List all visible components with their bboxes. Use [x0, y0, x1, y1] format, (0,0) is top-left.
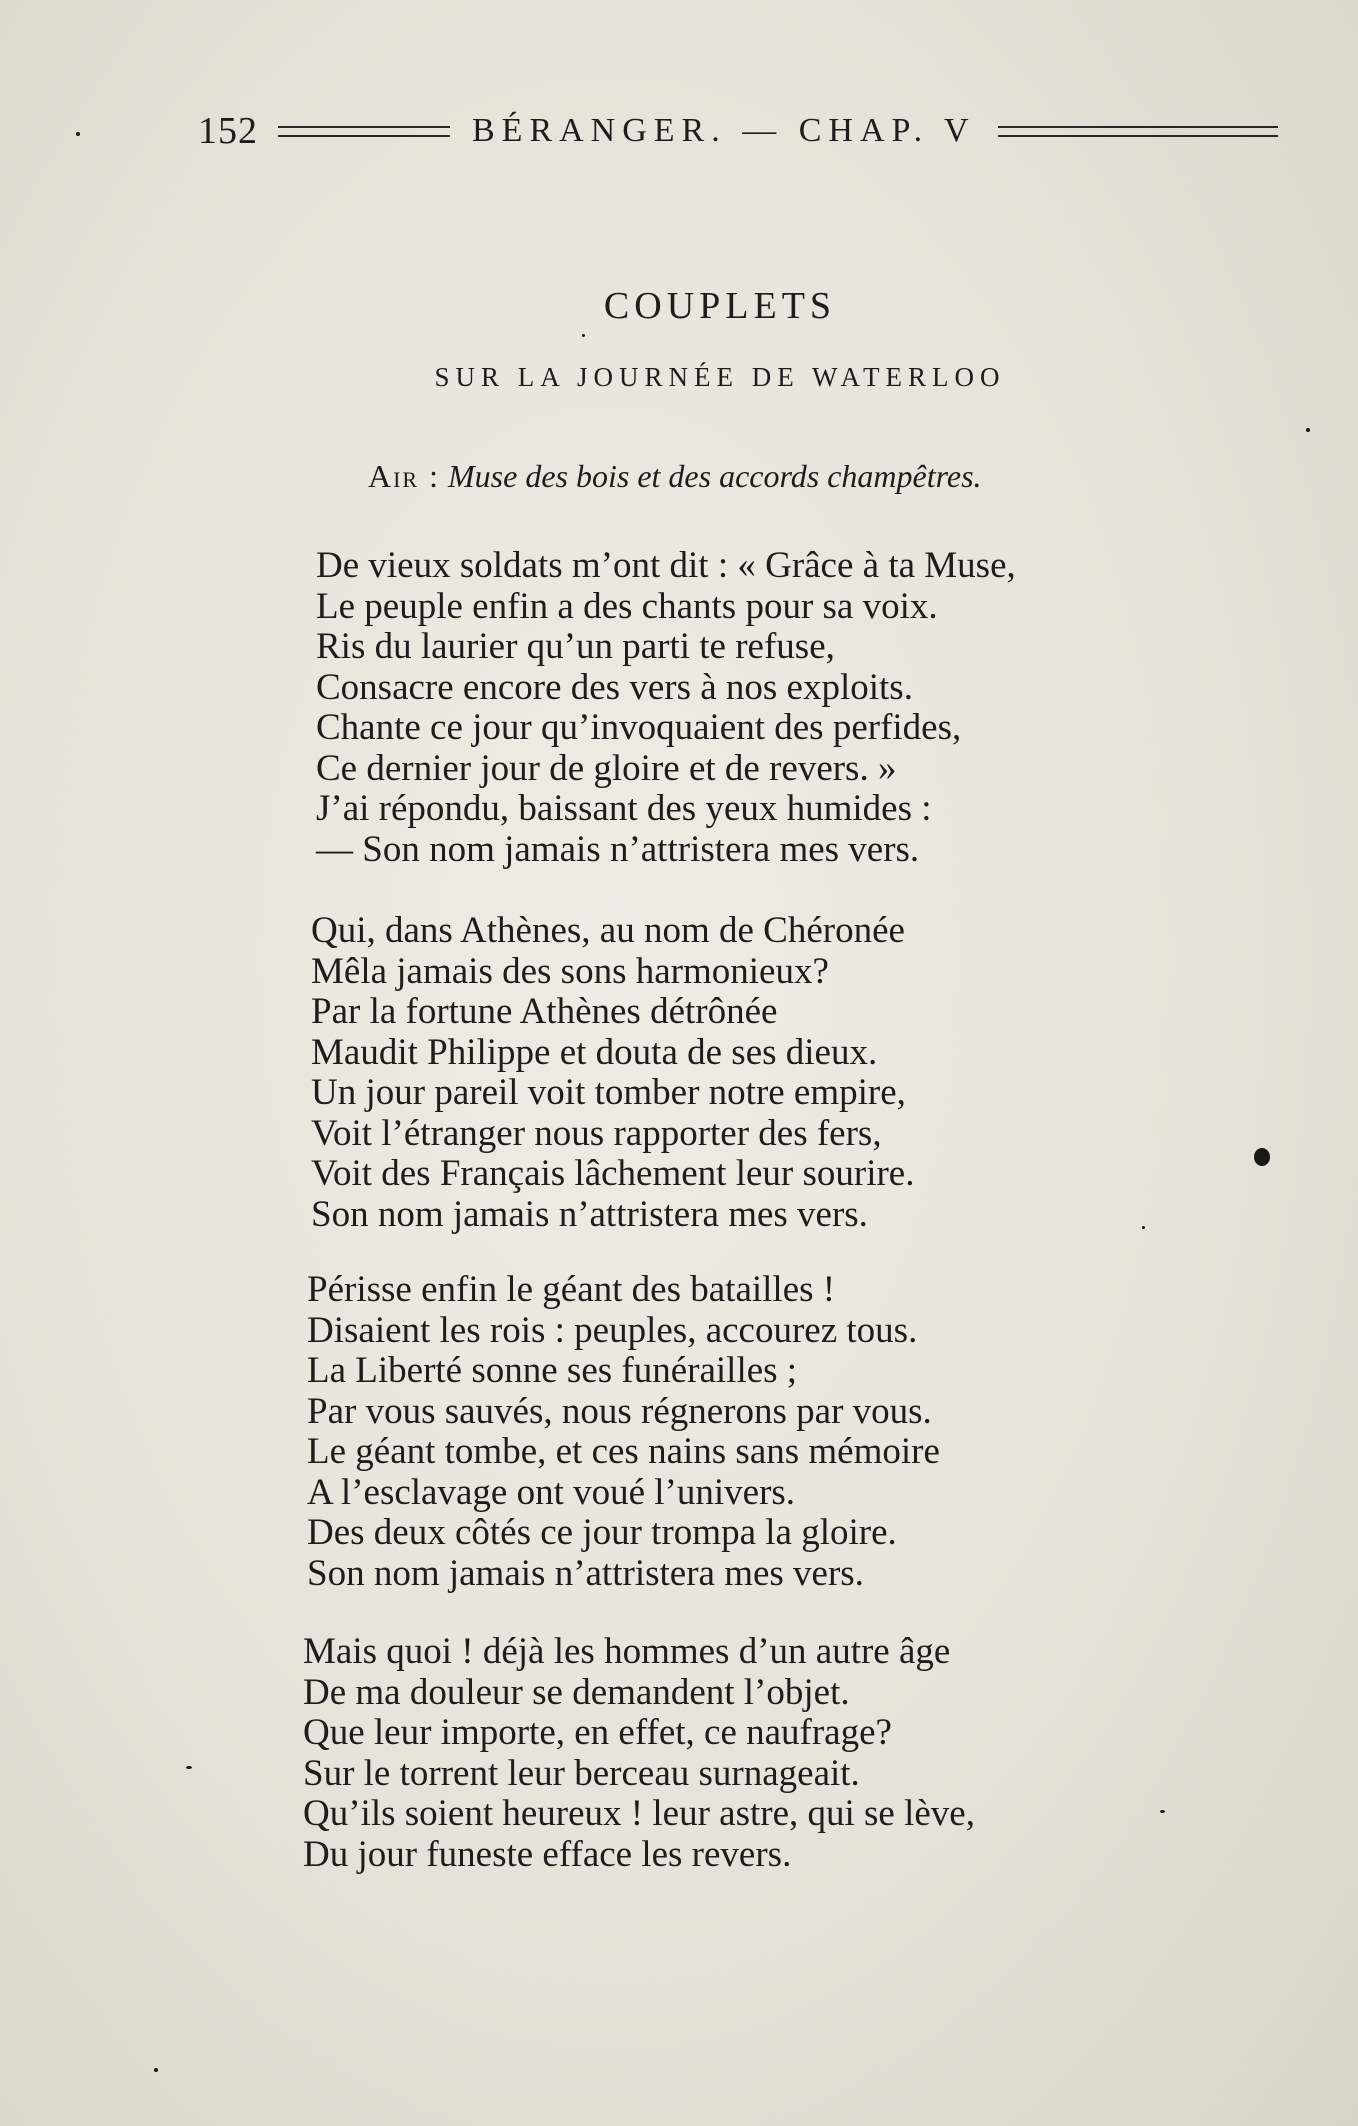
- running-header: [198, 106, 1278, 156]
- paper-speck: [1306, 428, 1310, 432]
- verse-line: Ce dernier jour de gloire et de revers. »: [316, 747, 897, 789]
- verse-line: Consacre encore des vers à nos exploits.: [316, 666, 913, 708]
- verse-line: Mais quoi ! déjà les hommes d’un autre âge: [303, 1631, 951, 1672]
- stanza-4: [303, 1632, 975, 1875]
- air-tune: Muse des bois et des accords champêtres.: [448, 458, 982, 494]
- header-rule-left: [278, 126, 450, 137]
- poem-subtitle: SUR LA JOURNÉE DE WATERLOO: [434, 362, 1006, 392]
- poem-title: COUPLETS: [603, 285, 837, 327]
- verse-line: Ris du laurier qu’un parti te refuse,: [316, 626, 835, 667]
- verse-line: Son nom jamais n’attristera mes vers.: [307, 1552, 864, 1594]
- verse-line: Mêla jamais des sons harmonieux?: [311, 950, 829, 992]
- verse-line: De ma douleur se demandent l’objet.: [303, 1671, 850, 1713]
- verse-line: Maudit Philippe et douta de ses dieux.: [311, 1031, 878, 1073]
- verse-line: Du jour funeste efface les revers.: [303, 1833, 792, 1875]
- verse-line: Chante ce jour qu’invoquaient des perfides,: [316, 707, 962, 748]
- verse-line: Que leur importe, en effet, ce naufrage?: [303, 1712, 892, 1753]
- verse-line: Qui, dans Athènes, au nom de Chéronée: [311, 910, 905, 951]
- verse-line: Par la fortune Athènes détrônée: [311, 991, 778, 1032]
- verse-line: Voit des Français lâchement leur sourire.: [311, 1153, 915, 1194]
- verse-line: La Liberté sonne ses funérailles ;: [307, 1350, 798, 1391]
- air-line: [368, 458, 982, 495]
- paper-speck: [1160, 1810, 1165, 1813]
- verse-line: De vieux soldats m’ont dit : « Grâce à ta Muse,: [316, 545, 1016, 586]
- verse-line: Qu’ils soient heureux ! leur astre, qui se lève,: [303, 1793, 975, 1834]
- paper-speck: [76, 132, 80, 136]
- stanza-2: [311, 911, 914, 1235]
- paper-speck: [154, 2068, 158, 2072]
- verse-line: Le peuple enfin a des chants pour sa voix.: [316, 585, 938, 627]
- running-title: BÉRANGER. — CHAP. V: [472, 112, 976, 149]
- air-label: Air :: [368, 458, 440, 494]
- verse-line: Voit l’étranger nous rapporter des fers,: [311, 1112, 882, 1154]
- verse-line: Son nom jamais n’attristera mes vers.: [311, 1193, 868, 1235]
- verse-line: Disaient les rois : peuples, accourez tous.: [307, 1309, 918, 1351]
- paper-speck: [1254, 1148, 1270, 1166]
- verse-line: Le géant tombe, et ces nains sans mémoire: [307, 1431, 940, 1472]
- paper-speck: [186, 1766, 192, 1769]
- verse-line: — Son nom jamais n’attristera mes vers.: [316, 828, 920, 870]
- stanza-1: [316, 546, 1016, 870]
- paper-speck: [582, 334, 585, 337]
- verse-line: Des deux côtés ce jour trompa la gloire.: [307, 1512, 897, 1553]
- stanza-3: [307, 1270, 940, 1594]
- verse-line: A l’esclavage ont voué l’univers.: [307, 1471, 796, 1513]
- verse-line: J’ai répondu, baissant des yeux humides :: [316, 788, 932, 829]
- verse-line: Un jour pareil voit tomber notre empire,: [311, 1072, 906, 1113]
- paper-speck: [1142, 1226, 1145, 1229]
- page-number: 152: [198, 110, 258, 152]
- verse-line: Par vous sauvés, nous régnerons par vous.: [307, 1390, 932, 1432]
- verse-line: Périsse enfin le géant des batailles !: [307, 1269, 836, 1310]
- verse-line: Sur le torrent leur berceau surnageait.: [303, 1752, 860, 1794]
- header-rule-right: [998, 126, 1278, 137]
